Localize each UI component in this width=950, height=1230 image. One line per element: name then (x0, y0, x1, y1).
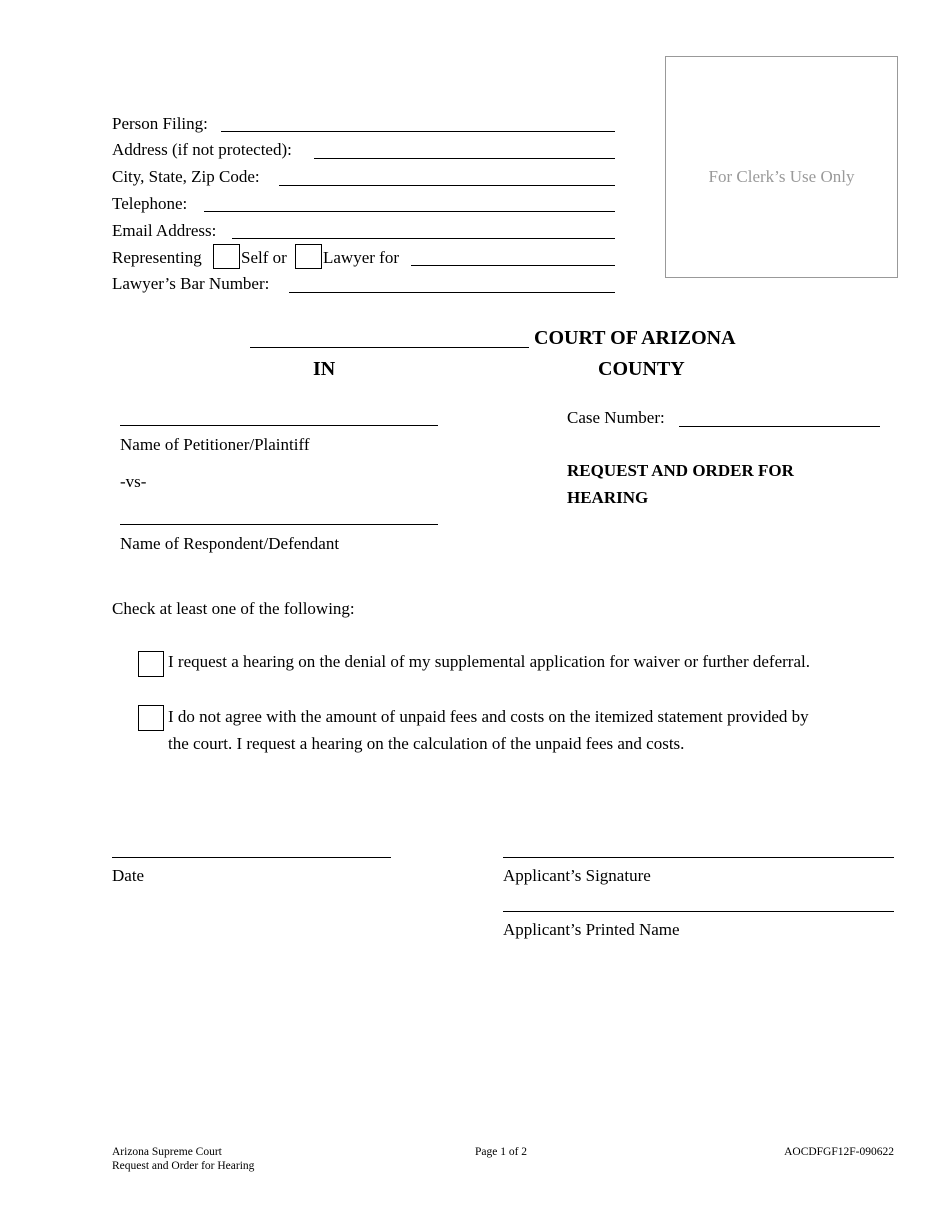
case-number-label: Case Number: (567, 408, 665, 427)
footer-left (112, 1145, 254, 1173)
signature-label: Applicant’s Signature (503, 866, 651, 885)
bar-number-label: Lawyer’s Bar Number: (112, 274, 270, 293)
respondent-label: Name of Respondent/Defendant (120, 534, 340, 553)
date-label: Date (112, 866, 145, 885)
vs-label: -vs- (120, 472, 147, 491)
clerk-use-box (665, 56, 898, 278)
city-state-zip-label: City, State, Zip Code: (112, 167, 260, 186)
form-title (567, 457, 794, 511)
city-state-zip-field[interactable] (279, 185, 615, 186)
lawyer-for-label: Lawyer for (323, 248, 399, 267)
footer-org: Arizona Supreme Court (112, 1146, 222, 1158)
self-checkbox[interactable] (213, 244, 240, 269)
person-filing-field[interactable] (221, 131, 615, 132)
option-2-text (168, 703, 809, 757)
person-filing-label: Person Filing: (112, 114, 208, 133)
petitioner-field[interactable] (120, 425, 438, 426)
telephone-label: Telephone: (112, 194, 188, 213)
instructions-text: Check at least one of the following: (112, 599, 355, 618)
court-name-field[interactable] (250, 347, 529, 348)
lawyer-for-field[interactable] (411, 265, 615, 266)
self-or-label: Self or (241, 248, 287, 267)
court-of-arizona-heading: COURT OF ARIZONA (534, 327, 736, 349)
form-title-line-1: REQUEST AND ORDER FOR (567, 461, 794, 480)
lawyer-checkbox[interactable] (295, 244, 322, 269)
clerk-use-label: For Clerk’s Use Only (708, 167, 855, 186)
footer-page-number: Page 1 of 2 (475, 1146, 528, 1158)
county-label: COUNTY (598, 358, 685, 380)
footer-form-code: AOCDFGF12F-090622 (784, 1146, 894, 1158)
option-2-checkbox[interactable] (138, 705, 164, 731)
petitioner-label: Name of Petitioner/Plaintiff (120, 435, 310, 454)
option-1-checkbox[interactable] (138, 651, 164, 677)
option-1-text: I request a hearing on the denial of my supplemental application for waiver or further deferral. (168, 652, 810, 671)
representing-label: Representing (112, 248, 202, 267)
option-2-text-line-2: the court. I request a hearing on the calculation of the unpaid fees and costs. (168, 734, 685, 753)
address-field[interactable] (314, 158, 615, 159)
respondent-field[interactable] (120, 524, 438, 525)
option-2-text-line-1: I do not agree with the amount of unpaid fees and costs on the itemized statement provided by (168, 707, 809, 726)
printed-name-label: Applicant’s Printed Name (503, 920, 680, 939)
printed-name-field[interactable] (503, 911, 894, 912)
signature-field[interactable] (503, 857, 894, 858)
email-field[interactable] (232, 238, 615, 239)
bar-number-field[interactable] (289, 292, 615, 293)
telephone-field[interactable] (204, 211, 615, 212)
in-label: IN (313, 358, 336, 380)
footer-form-title: Request and Order for Hearing (112, 1160, 255, 1172)
email-label: Email Address: (112, 221, 217, 240)
date-field[interactable] (112, 857, 391, 858)
address-label: Address (if not protected): (112, 140, 292, 159)
case-number-field[interactable] (679, 426, 880, 427)
form-title-line-2: HEARING (567, 488, 649, 507)
